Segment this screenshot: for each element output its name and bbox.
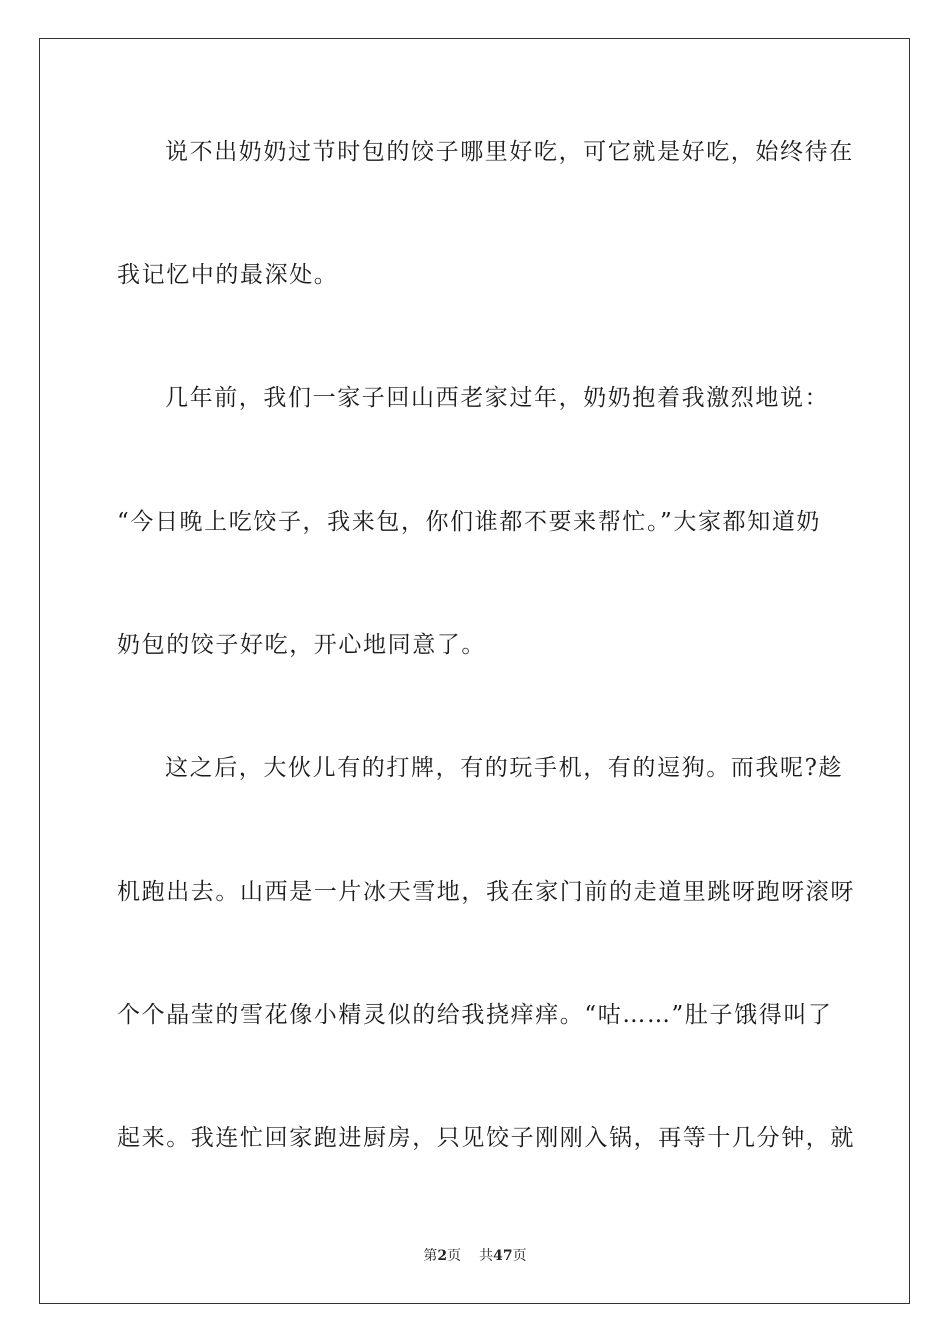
paragraph-3-line-2: 机跑出去。山西是一片冰天雪地，我在家门前的走道里跳呀跑呀滚呀 [117, 879, 855, 905]
paragraph-1-line-1: 说不出奶奶过节时包的饺子哪里好吃，可它就是好吃，始终待在 [165, 139, 854, 165]
total-prefix: 共 [479, 1248, 494, 1264]
paragraph-3-line-3: 个个晶莹的雪花像小精灵似的给我挠痒痒。“咕……”肚子饿得叫了 [117, 1002, 833, 1028]
page-number: 2 [437, 1248, 448, 1264]
paragraph-2-line-3: 奶包的饺子好吃，开心地同意了。 [117, 632, 486, 658]
paragraph-3-line-1: 这之后，大伙儿有的打牌，有的玩手机，有的逗狗。而我呢?趁 [165, 755, 844, 781]
page-prefix: 第 [423, 1248, 438, 1264]
page-suffix: 页 [447, 1248, 462, 1264]
total-pages: 47 [493, 1248, 513, 1264]
paragraph-1-line-2: 我记忆中的最深处。 [117, 262, 339, 288]
total-suffix: 页 [512, 1248, 527, 1264]
page-footer [0, 1246, 950, 1266]
paragraph-2-line-2: “今日晚上吃饺子，我来包，你们谁都不要来帮忙。”大家都知道奶 [117, 509, 822, 535]
paragraph-3-line-4: 起来。我连忙回家跑进厨房，只见饺子刚刚入锅，再等十几分钟，就 [117, 1125, 855, 1151]
page-border [39, 38, 910, 1304]
paragraph-2-line-1: 几年前，我们一家子回山西老家过年，奶奶抱着我激烈地说： [165, 385, 830, 411]
